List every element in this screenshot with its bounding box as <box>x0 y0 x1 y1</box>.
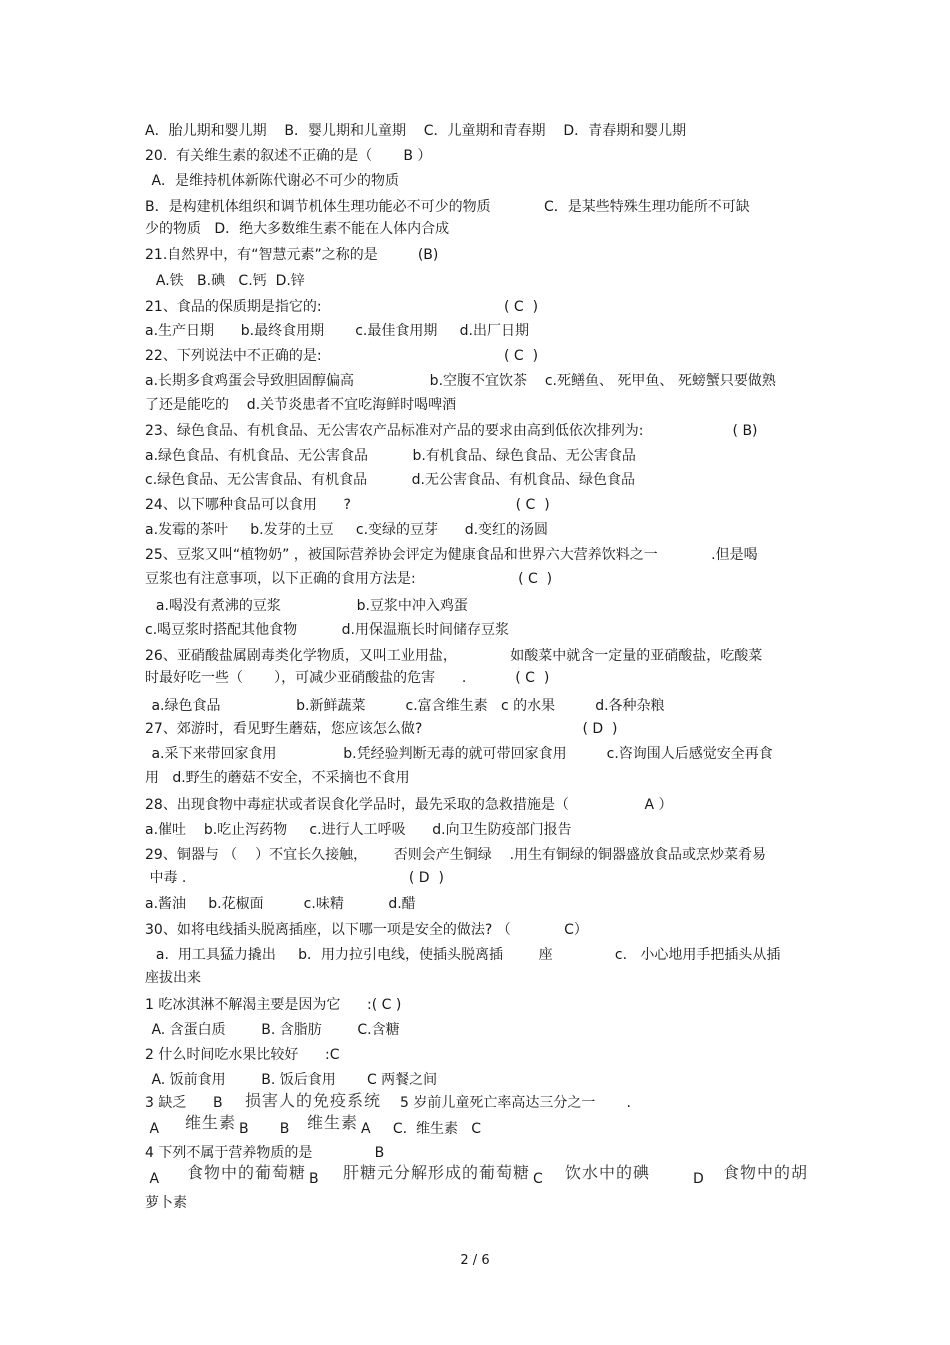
text-line: 豆浆也有注意事项，以下正确的食用方法是: ( C ) <box>145 571 553 587</box>
text-line: 24、以下哪种食品可以食用 ? ( C ) <box>145 497 550 513</box>
text-line: 时最好吃一些（ ），可减少亚硝酸盐的危害 . ( C ) <box>145 670 550 686</box>
text-line: c.绿色食品、无公害食品、有机食品 d.无公害食品、有机食品、绿色食品 <box>145 472 635 488</box>
question-4-line-3 <box>145 1194 187 1230</box>
text-line: 29、铜器与 （ ）不宜长久接触， 否则会产生铜绿 .用生有铜绿的铜器盛放食品或烹炒菜肴易 <box>145 847 767 863</box>
text-line: a.喝没有煮沸的豆浆 b.豆浆中冲入鸡蛋 <box>147 598 468 614</box>
handwritten-text: 肝糖元分解形成的葡萄糖 <box>343 1163 531 1182</box>
text-line: B．是构建机体组织和调节机体生理功能必不可少的物质 C．是某些特殊生理功能所不可缺 <box>145 199 750 215</box>
text-line: A. 饭前食用 B. 饭后食用 C 两餐之间 <box>147 1072 438 1088</box>
text-line: A．是维持机体新陈代谢必不可少的物质 <box>147 173 400 189</box>
text-line: 26、亚硝酸盐属剧毒类化学物质，又叫工业用盐， 如酸菜中就含一定量的亚硝酸盐，吃酸菜 <box>145 648 763 664</box>
text-line: a.长期多食鸡蛋会导致胆固醇偏高 b.空腹不宜饮茶 c.死鳝鱼、 死甲鱼、 死螃蟹只要做熟 <box>145 373 776 389</box>
text-line: 了还是能吃的 d.关节炎患者不宜吃海鲜时喝啤酒 <box>145 397 457 413</box>
handwritten-text: 饮水中的碘 <box>565 1163 651 1182</box>
text-line: a.生产日期 b.最终食用期 c.最佳食用期 d.出厂日期 <box>145 323 529 339</box>
page-number: 2 / 6 <box>460 1253 490 1268</box>
option-a-label: A <box>145 1121 160 1137</box>
text-line: 中毒 . ( D ) <box>145 870 444 886</box>
question-3-text-tail: 5 岁前儿童死亡率高达三分之一 . <box>400 1095 631 1111</box>
text-line: 22、下列说法中不正确的是: ( C ) <box>145 348 539 364</box>
text-line: a.采下来带回家食用 b.凭经验判断无毒的就可带回家食用 c.咨询围人后感觉安全再食 <box>147 746 773 762</box>
text-line: a.酱油 b.花椒面 c.味精 d.醋 <box>145 896 416 912</box>
text-line: a. 用工具猛力撬出 b．用力拉引电线，使插头脱离插 座 c. 小心地用手把插头从插 <box>147 947 781 963</box>
handwritten-text: 食物中的葡萄糖 <box>187 1163 307 1182</box>
option-a-label: A <box>145 1171 160 1187</box>
continuation-text: 萝卜素 <box>145 1195 187 1211</box>
text-line: a.绿色食品、有机食品、无公害食品 b.有机食品、绿色食品、无公害食品 <box>145 448 636 464</box>
handwritten-text: 损害人的免疫系统 <box>245 1091 382 1110</box>
text-line: A. 含蛋白质 B. 含脂肪 C.含糖 <box>147 1022 400 1038</box>
text-line: a.催吐 b.吃止泻药物 c.进行人工呼吸 d.向卫生防疫部门报告 <box>145 822 572 838</box>
question-3-text: 3 缺乏 B <box>145 1095 223 1111</box>
handwritten-text: 维生素 <box>307 1113 359 1132</box>
text-line: A.铁 B.碘 C.钙 D.锌 <box>147 273 305 289</box>
text-line: 30、如将电线插头脱离插座，以下哪一项是安全的做法? （ C） <box>145 922 588 938</box>
option-b-label: B <box>309 1171 319 1187</box>
text-line: a.发霉的茶叶 b.发芽的土豆 c.变绿的豆芽 d.变红的汤圆 <box>145 522 549 538</box>
option-d-label: D <box>693 1171 704 1187</box>
text-line: 20. 有关维生素的叙述不正确的是（ B ） <box>145 148 432 164</box>
text-line: 21.自然界中，有“智慧元素”之称的是 (B) <box>145 247 439 263</box>
text-line: 25、豆浆又叫“植物奶” ，被国际营养协会评定为健康食品和世界六大营养饮料之一 .但是喝 <box>145 547 758 563</box>
option-c-text: A C. 维生素 C <box>361 1121 482 1137</box>
question-4-text: 4 下列不属于营养物质的是 B <box>145 1145 385 1161</box>
text-line: c.喝豆浆时搭配其他食物 d.用保温瓶长时间储存豆浆 <box>145 622 509 638</box>
text-line: 21、食品的保质期是指它的: ( C ) <box>145 299 539 315</box>
option-b-text: B B <box>239 1121 290 1137</box>
text-line: 1 吃冰淇淋不解渴主要是因为它 :( C ) <box>145 997 402 1013</box>
text-line: 28、出现食物中毒症状或者误食化学品时，最先采取的急救措施是（ A ） <box>145 797 673 813</box>
handwritten-text: 维生素 <box>185 1113 237 1132</box>
option-c-label: C <box>533 1171 543 1187</box>
text-line: 27、郊游时，看见野生蘑菇，您应该怎么做? ( D ) <box>145 721 618 737</box>
text-line: a.绿色食品 b.新鲜蔬菜 c.富含维生素 c 的水果 d.各种杂粮 <box>147 698 665 714</box>
text-line: 用 d.野生的蘑菇不安全，不采摘也不食用 <box>145 770 410 786</box>
handwritten-text: 食物中的胡 <box>723 1163 809 1182</box>
text-line: 2 什么时间吃水果比较好 :C <box>145 1047 340 1063</box>
text-line: 座拔出来 <box>145 970 201 986</box>
text-line: 23、绿色食品、有机食品、无公害农产品标准对产品的要求由高到低依次排列为: ( B) <box>145 423 758 439</box>
text-line: A．胎儿期和婴儿期 B．婴儿期和儿童期 C．儿童期和青春期 D．青春期和婴儿期 <box>145 123 687 139</box>
text-line: 少的物质 D．绝大多数维生素不能在人体内合成 <box>145 221 450 237</box>
